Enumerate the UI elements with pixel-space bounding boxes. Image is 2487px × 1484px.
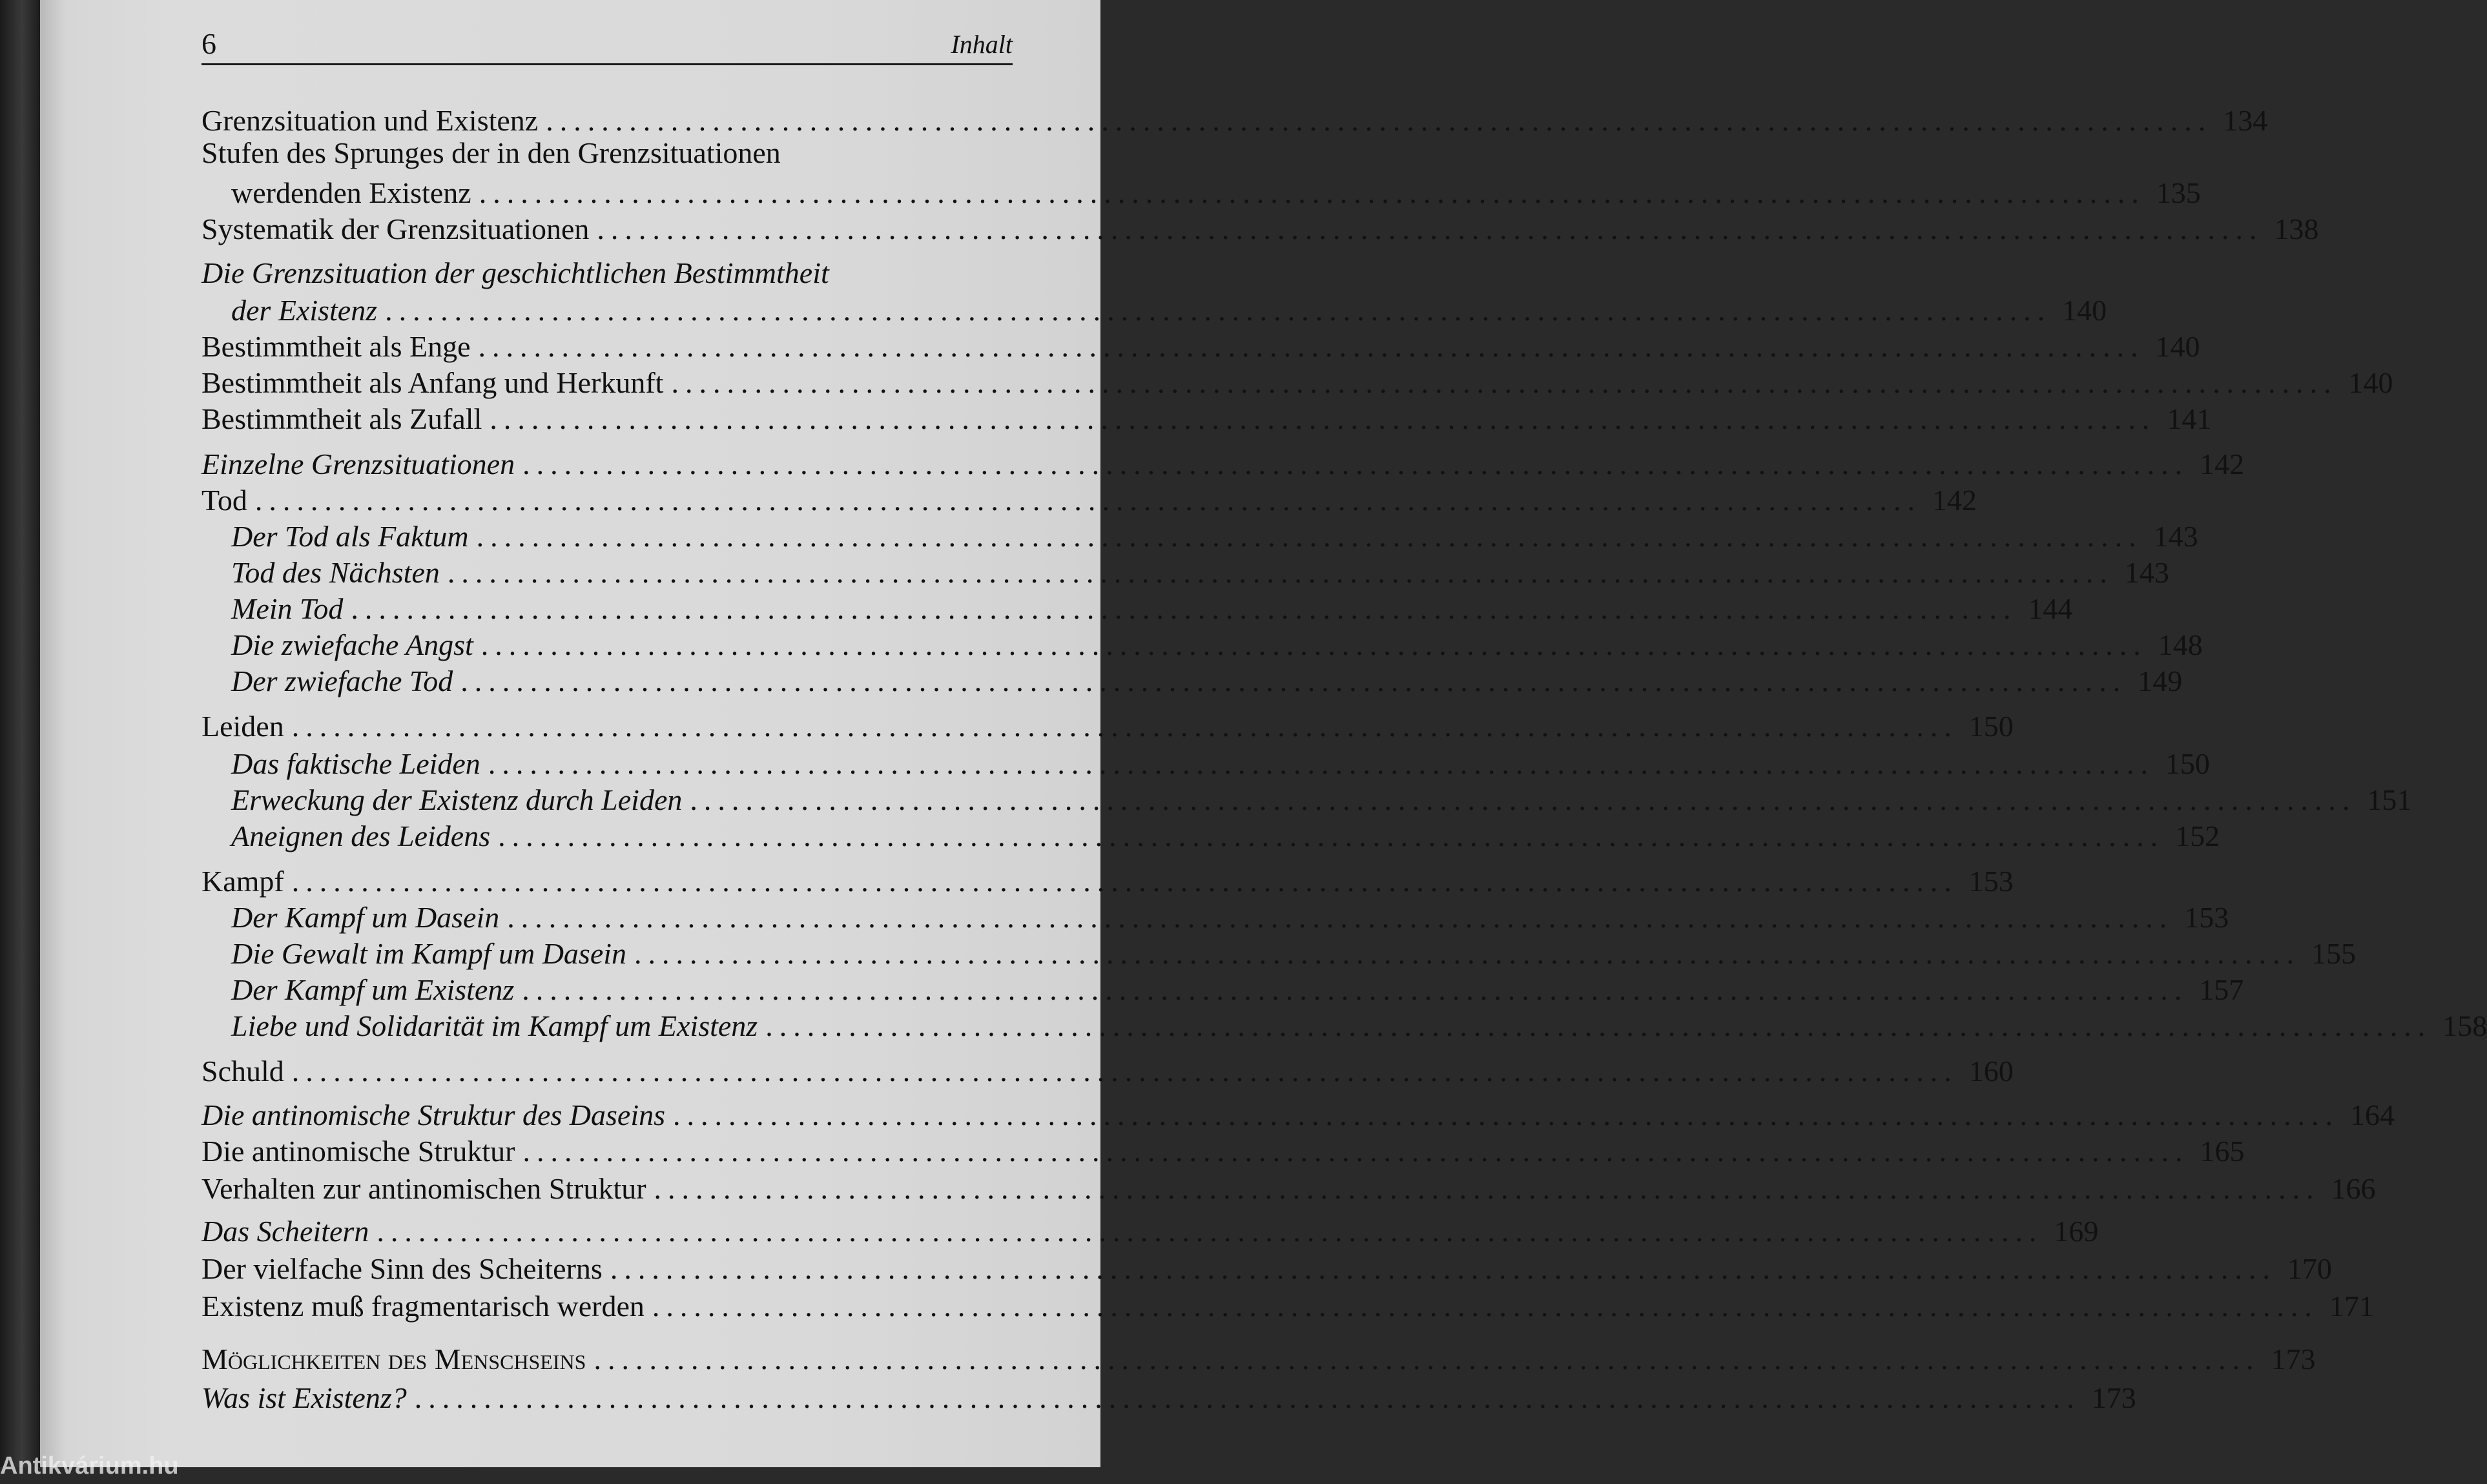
toc-entry-page: 157 [2199,973,2244,1006]
toc-entry-page: 140 [2348,366,2393,399]
dot-leader: ........................................................................................................................ [447,556,2114,589]
dot-leader: ........................................................................................................................ [291,865,1958,898]
toc-entry-page: 164 [2350,1098,2395,1131]
toc-entry-title: Die Gewalt im Kampf um Dasein [231,937,627,970]
dot-leader: ........................................................................................................................ [351,592,2017,625]
dot-leader: ........................................................................................................................ [480,628,2147,661]
dot-leader: ........................................................................................................................ [414,1381,2081,1414]
toc-entry-page: 160 [1968,1055,2014,1087]
toc-entry [201,1135,2245,1168]
toc-entry [201,1252,2332,1285]
toc-entry-title: Das Scheitern [201,1215,369,1248]
toc-entry [201,1381,2136,1414]
toc-entry-page: 169 [2054,1215,2099,1248]
dot-leader: ........................................................................................................................ [254,484,1921,517]
toc-entry-page: 166 [2331,1172,2376,1205]
dot-leader: ........................................................................................................................ [291,710,1958,743]
toc-entry-page: 158 [2442,1009,2487,1042]
toc-entry [201,783,2412,816]
toc-entry-page: 142 [1932,484,1977,517]
dot-leader: ........................................................................................................................ [460,665,2127,697]
toc-entry-title: Der Kampf um Dasein [231,901,500,934]
dot-leader: ........................................................................................................................ [498,819,2165,852]
dot-leader: ........................................................................................................................ [488,747,2154,780]
dot-leader: ........................................................................................................................ [673,1098,2340,1131]
toc-entry-title: Tod [201,484,247,517]
toc-entry [201,665,2183,697]
toc-entry-page: 150 [2165,747,2210,780]
dot-leader: ........................................................................................................................ [479,176,2145,209]
toc-entry-title: Die zwiefache Angst [231,628,473,661]
dot-leader: ........................................................................................................................ [522,448,2189,480]
toc-entry [201,556,2169,589]
toc-entry-title: Kampf [201,865,284,898]
dot-leader: ........................................................................................................................ [490,402,2156,435]
toc-entry-title: der Existenz [231,294,378,327]
toc-entry-title: Aneignen des Leidens [231,819,491,852]
toc-entry-title: Bestimmtheit als Zufall [201,402,482,435]
toc-entry [201,402,2212,435]
toc-entry-page: 143 [2153,520,2198,553]
toc-entry-page: 151 [2367,783,2412,816]
toc-entry-title: Der Tod als Faktum [231,520,469,553]
page-number: 6 [201,27,216,60]
toc-entry [201,901,2229,934]
toc-entry-title: Was ist Existenz? [201,1381,407,1414]
toc-entry-title: Einzelne Grenzsituationen [201,448,515,480]
toc-entry-page: 173 [2091,1381,2136,1414]
toc-entry [201,520,2198,553]
toc-entry [201,1098,2395,1131]
toc-entry [201,448,2245,480]
toc-entry [201,330,2200,363]
dot-leader: ........................................................................................................................ [593,1343,2260,1376]
toc-entry-title: Bestimmtheit als Enge [201,330,471,363]
toc-entry [201,592,2073,625]
toc-entry-page: 142 [2200,448,2245,480]
dot-leader: ........................................................................................................................ [377,1215,2043,1248]
toc-entry-title: Liebe und Solidarität im Kampf um Existenz [231,1009,758,1042]
toc-entry [201,628,2203,661]
dot-leader: ........................................................................................................................ [476,520,2143,553]
toc-entry-page: 144 [2028,592,2073,625]
dot-leader: ........................................................................................................................ [597,212,2264,245]
toc-entry-title: Grenzsituation und Existenz [201,104,539,137]
toc-entry-page: 170 [2287,1252,2332,1285]
toc-entry-title: Leiden [201,710,284,743]
toc-entry [201,484,1977,517]
dot-leader: ........................................................................................................................ [522,1135,2189,1168]
toc-entry-title: Möglichkeiten des Menschseins [201,1343,586,1376]
dot-leader: ........................................................................................................................ [522,973,2189,1006]
book-spine-shadow [0,0,40,1467]
toc-entry [201,1290,2374,1323]
toc-entry [201,176,2201,209]
toc-entry-title: Die Grenzsituation der geschichtlichen Bestimmtheit [201,256,829,289]
dot-leader: ........................................................................................................................ [634,937,2301,970]
toc-entry-title: Der vielfache Sinn des Scheiterns [201,1252,603,1285]
toc-entry [201,294,2107,327]
toc-entry [201,1009,2487,1042]
toc-entry-page: 135 [2156,176,2201,209]
dot-leader: ........................................................................................................................ [765,1009,2432,1042]
toc-entry-page: 153 [1968,865,2014,898]
dot-leader: ........................................................................................................................ [546,104,2213,137]
toc-entry-page: 134 [2223,104,2268,137]
toc-entry [201,865,2014,898]
toc-entry-title: Bestimmtheit als Anfang und Herkunft [201,366,664,399]
dot-leader: ........................................................................................................................ [654,1172,2320,1205]
toc-entry-page: 143 [2124,556,2169,589]
toc-entry-page: 140 [2155,330,2200,363]
toc-entry-title: Verhalten zur antinomischen Struktur [201,1172,646,1205]
toc-entry [201,1055,2014,1087]
toc-entry-page: 171 [2329,1290,2374,1323]
toc-entry [201,1343,2316,1376]
toc-entry [201,138,1017,168]
page-header [201,26,1013,65]
dot-leader: ........................................................................................................................ [385,294,2052,327]
toc-entry [201,1172,2376,1205]
toc-entry-title: Stufen des Sprunges der in den Grenzsituationen [201,136,781,169]
toc-entry-title: Tod des Nächsten [231,556,440,589]
dot-leader: ........................................................................................................................ [652,1290,2318,1323]
toc-entry-title: Schuld [201,1055,284,1087]
toc-entry [201,937,2357,970]
toc-entry-page: 153 [2184,901,2229,934]
toc-entry-page: 150 [1968,710,2014,743]
dot-leader: ........................................................................................................................ [690,783,2357,816]
toc-entry-title: Systematik der Grenzsituationen [201,212,590,245]
dot-leader: ........................................................................................................................ [291,1055,1958,1087]
toc-entry-title: Die antinomische Struktur des Daseins [201,1098,666,1131]
toc-entry [201,819,2220,852]
running-head: Inhalt [951,30,1013,59]
toc-entry-page: 149 [2138,665,2183,697]
dot-leader: ........................................................................................................................ [610,1252,2276,1285]
toc-entry [201,366,2393,399]
toc-entry [201,258,1017,288]
toc-entry-title: Das faktische Leiden [231,747,480,780]
toc-entry-page: 141 [2167,402,2212,435]
toc-entry-title: werdenden Existenz [231,176,471,209]
watermark: Antikvárium.hu [0,1452,179,1479]
toc-entry-page: 152 [2175,819,2220,852]
toc-entry [201,212,2319,245]
toc-entry-title: Erweckung der Existenz durch Leiden [231,783,683,816]
toc-entry-title: Der zwiefache Tod [231,665,453,697]
toc-entry-title: Der Kampf um Existenz [231,973,515,1006]
dot-leader: ........................................................................................................................ [507,901,2174,934]
toc-entry-page: 173 [2271,1343,2316,1376]
toc-entry-page: 165 [2200,1135,2245,1168]
toc-entry-title: Die antinomische Struktur [201,1135,515,1168]
toc-entry-page: 155 [2311,937,2357,970]
toc-entry [201,1215,2099,1248]
toc-entry [201,747,2210,780]
dot-leader: ........................................................................................................................ [671,366,2338,399]
toc-entry-page: 140 [2062,294,2107,327]
toc-entry-page: 148 [2158,628,2203,661]
toc-entry [201,973,2244,1006]
toc-entry [201,710,2014,743]
toc-entry-title: Mein Tod [231,592,344,625]
toc-entry [201,104,2268,137]
toc-entry-page: 138 [2274,212,2319,245]
toc-entry-title: Existenz muß fragmentarisch werden [201,1290,645,1323]
dot-leader: ........................................................................................................................ [478,330,2145,363]
